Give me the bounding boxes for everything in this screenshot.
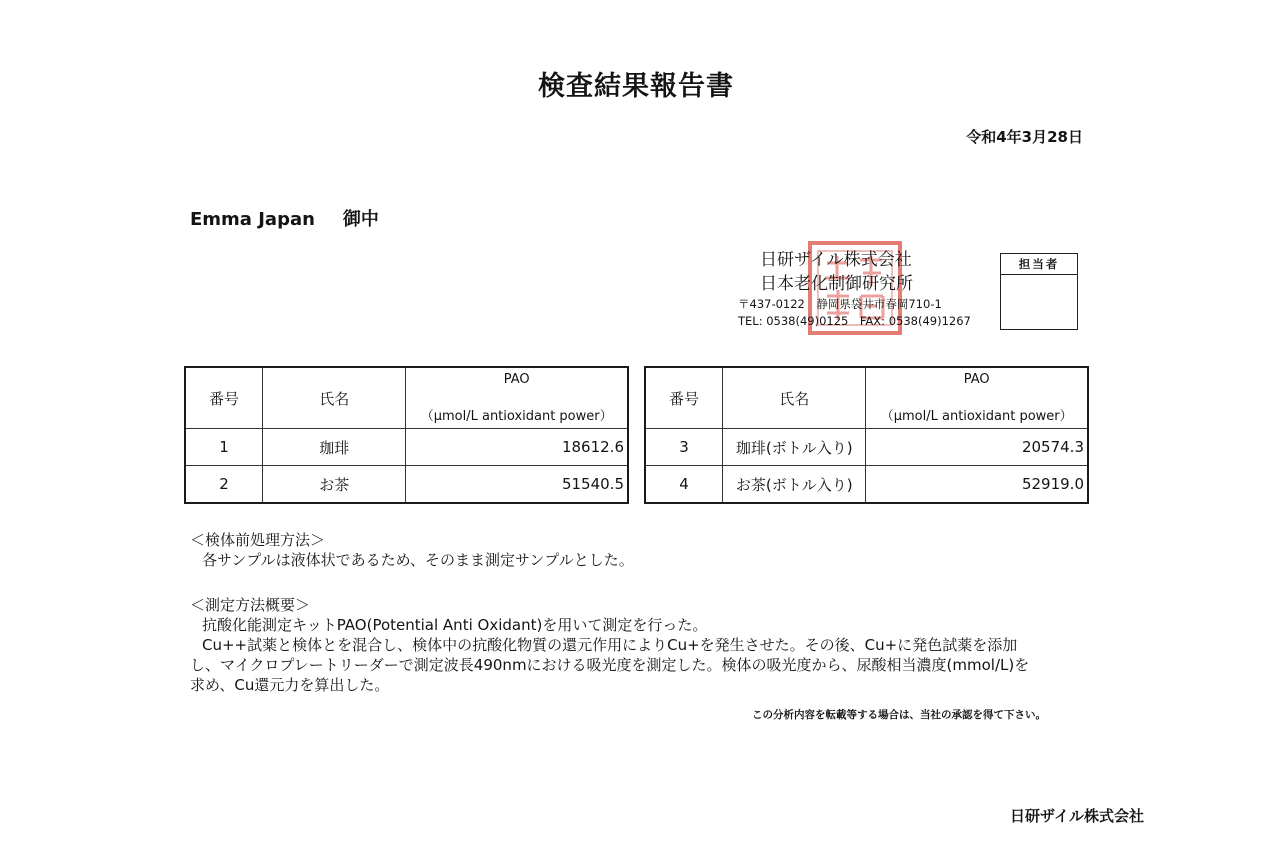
report-date: 令和4年3月28日 bbox=[966, 128, 1083, 146]
row-number: 1 bbox=[185, 429, 263, 466]
row-name: 珈琲 bbox=[263, 429, 406, 466]
issuer-address-block bbox=[738, 296, 971, 330]
report-title: 検査結果報告書 bbox=[538, 71, 734, 102]
issuer-address: 〒437-0122 静岡県袋井市春岡710-1 bbox=[738, 297, 942, 311]
table-row bbox=[185, 466, 628, 504]
section-heading: ＜測定方法概要＞ bbox=[190, 596, 311, 614]
recipient bbox=[190, 205, 379, 231]
row-name: 珈琲(ボトル入り) bbox=[723, 429, 866, 466]
table-row bbox=[645, 429, 1088, 466]
header-number: 番号 bbox=[185, 367, 263, 429]
table-row bbox=[645, 466, 1088, 504]
issuer-institute: 日本老化制御研究所 bbox=[760, 274, 913, 294]
header-pao-unit: （μmol/L antioxidant power） bbox=[420, 409, 613, 424]
row-number: 4 bbox=[645, 466, 723, 504]
header-pao-label: PAO bbox=[963, 372, 990, 387]
pretreatment-section bbox=[190, 530, 634, 570]
footer-company: 日研ザイル株式会社 bbox=[1010, 807, 1144, 825]
section-line: 各サンプルは液体状であるため、そのまま測定サンプルとした。 bbox=[202, 551, 634, 569]
issuer-block bbox=[760, 248, 913, 296]
method-section bbox=[190, 595, 1029, 695]
header-pao bbox=[866, 367, 1088, 429]
table-header-row bbox=[645, 367, 1088, 429]
row-value: 18612.6 bbox=[406, 429, 628, 466]
issuer-contact: TEL: 0538(49)0125 FAX: 0538(49)1267 bbox=[738, 314, 971, 328]
reprint-note: この分析内容を転載等する場合は、当社の承認を得て下さい。 bbox=[752, 709, 1046, 721]
section-line: 抗酸化能測定キットPAO(Potential Anti Oxidant)を用いて測定を行った。 bbox=[202, 616, 708, 634]
header-number: 番号 bbox=[645, 367, 723, 429]
section-line: 求め、Cu還元力を算出した。 bbox=[190, 676, 390, 694]
row-value: 51540.5 bbox=[406, 466, 628, 504]
recipient-name: Emma Japan bbox=[190, 209, 315, 230]
section-heading: ＜検体前処理方法＞ bbox=[190, 531, 326, 549]
header-pao-unit: （μmol/L antioxidant power） bbox=[880, 409, 1073, 424]
row-number: 2 bbox=[185, 466, 263, 504]
table-header-row bbox=[185, 367, 628, 429]
person-in-charge-label: 担当者 bbox=[1001, 254, 1077, 275]
results-table-right bbox=[644, 366, 1089, 504]
person-in-charge-box bbox=[1000, 253, 1078, 330]
row-value: 52919.0 bbox=[866, 466, 1088, 504]
row-value: 20574.3 bbox=[866, 429, 1088, 466]
recipient-suffix: 御中 bbox=[342, 209, 379, 230]
header-pao bbox=[406, 367, 628, 429]
issuer-company: 日研ザイル株式会社 bbox=[760, 250, 912, 270]
section-line: Cu++試薬と検体とを混合し、検体中の抗酸化物質の還元作用によりCu+を発生させた。その後、Cu+に発色試薬を添加 bbox=[202, 636, 1018, 654]
header-name: 氏名 bbox=[263, 367, 406, 429]
header-pao-label: PAO bbox=[503, 372, 530, 387]
results-table-left bbox=[184, 366, 629, 504]
row-name: お茶(ボトル入り) bbox=[723, 466, 866, 504]
section-line: し、マイクロプレートリーダーで測定波長490nmにおける吸光度を測定した。検体の吸光度から、尿酸相当濃度(mmol/L)を bbox=[190, 656, 1030, 674]
row-name: お茶 bbox=[263, 466, 406, 504]
row-number: 3 bbox=[645, 429, 723, 466]
header-name: 氏名 bbox=[723, 367, 866, 429]
table-row bbox=[185, 429, 628, 466]
